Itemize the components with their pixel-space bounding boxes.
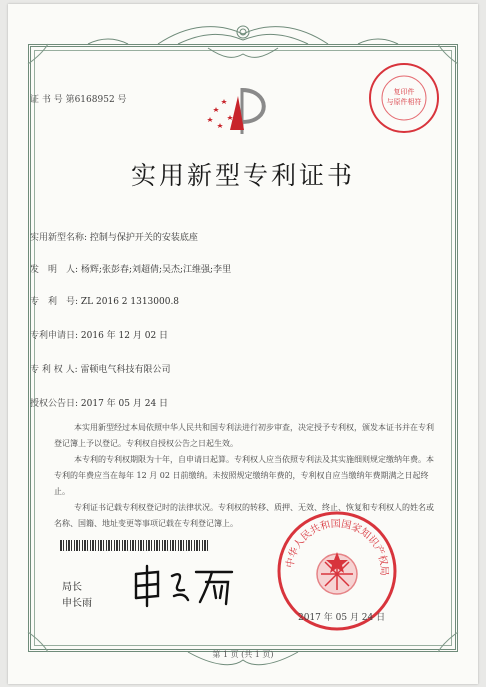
director-signature: [128, 564, 238, 608]
page-footer: 第 1 页 (共 1 页): [212, 650, 274, 659]
barcode-bar: [127, 540, 128, 551]
barcode-bar: [71, 540, 72, 551]
barcode-bar: [167, 540, 168, 551]
certificate-title: 实用新型专利证书: [130, 161, 355, 190]
barcode-bar: [204, 540, 206, 551]
copy-stamp: [366, 60, 442, 136]
barcode-bar: [191, 540, 192, 551]
field-label: 授权公告日:: [30, 399, 79, 409]
barcode-bar: [100, 540, 102, 551]
barcode-bar: [74, 540, 75, 551]
barcode-bar: [114, 540, 115, 551]
patent-office-logo: [200, 82, 280, 142]
body-paragraph-2: 本专利的专利权期限为十年，自申请日起算。专利权人应当依照专利法及其实施细则规定缴纳年费。本专利的年费应当在每年 12 月 02 日前缴纳。未按照规定缴纳年费的，专利权自应当缴纳年费期满之日起终止。: [54, 455, 434, 496]
barcode-bar: [92, 540, 94, 551]
barcode-bar: [156, 540, 158, 551]
barcode-bar: [186, 540, 187, 551]
barcode-bar: [130, 540, 131, 551]
stamp-text-line1: 复印件: [393, 88, 415, 96]
barcode-bar: [196, 540, 198, 551]
certificate-page: [8, 4, 478, 684]
seal-text: 中华人民共和国国家知识产权局: [284, 518, 390, 576]
barcode-bar: [188, 540, 190, 551]
barcode-bar: [132, 540, 134, 551]
body-paragraph-3: 专利证书记载专利权登记时的法律状况。专利权的转移、质押、无效、终止、恢复和专利权人的姓名或名称、国籍、地址变更等事项记载在专利登记簿上。: [54, 503, 434, 528]
barcode-bar: [159, 540, 160, 551]
barcode-bar: [76, 540, 78, 551]
field-utility-name: [30, 230, 198, 243]
field-label: 发 明 人:: [30, 265, 79, 275]
barcode-bar: [178, 540, 179, 551]
barcode-bar: [199, 540, 200, 551]
field-value: ZL 2016 2 1313000.8: [80, 297, 180, 307]
seal-date: 2017 年 05 月 24 日: [298, 613, 386, 623]
director-title: 局长: [62, 582, 82, 593]
field-value: 控制与保护开关的安装底座: [89, 233, 198, 243]
barcode-bar: [143, 540, 144, 551]
director-name: 申长雨: [62, 598, 92, 609]
barcode-bar: [202, 540, 203, 551]
field-patent-number: [30, 294, 179, 307]
barcode-bar: [111, 540, 112, 551]
barcode-bar: [68, 540, 70, 551]
barcode-bar: [119, 540, 120, 551]
barcode-bar: [148, 540, 150, 551]
barcode-bar: [84, 540, 86, 551]
barcode-bar: [194, 540, 195, 551]
barcode-bar: [183, 540, 184, 551]
barcode-bar: [98, 540, 99, 551]
barcode-bar: [154, 540, 155, 551]
barcode-bar: [95, 540, 96, 551]
barcode-bar: [180, 540, 182, 551]
field-inventor: [30, 262, 231, 275]
barcode-bar: [60, 540, 62, 551]
barcode-bar: [122, 540, 123, 551]
barcode-bar: [135, 540, 136, 551]
field-value: 2016 年 12 月 02 日: [80, 331, 169, 341]
barcode-bar: [87, 540, 88, 551]
barcode-bar: [172, 540, 174, 551]
stamp-text-line2: 与原件相符: [386, 98, 422, 106]
field-value: 雷顿电气科技有限公司: [80, 365, 171, 375]
field-announce-date: [30, 396, 168, 409]
barcode-bar: [164, 540, 166, 551]
field-patentee: [30, 362, 171, 375]
barcode-bar: [124, 540, 126, 551]
barcode-bar: [151, 540, 152, 551]
barcode-bar: [79, 540, 80, 551]
barcode-bar: [106, 540, 107, 551]
barcode-bar: [146, 540, 147, 551]
barcode-bar: [162, 540, 163, 551]
field-label: 实用新型名称:: [30, 233, 88, 243]
barcode-bar: [66, 540, 67, 551]
barcode-bar: [207, 540, 208, 551]
barcode-bar: [170, 540, 171, 551]
barcode-bar: [175, 540, 176, 551]
barcode-bar: [63, 540, 64, 551]
barcode-bar: [82, 540, 83, 551]
field-filing-date: [30, 328, 168, 341]
certificate-number: 证 书 号 第6168952 号: [30, 95, 127, 105]
field-label: 专利申请日:: [30, 331, 79, 341]
barcode-bar: [108, 540, 110, 551]
barcode-bar: [138, 540, 139, 551]
field-label: 专 利 号:: [30, 297, 79, 307]
field-label: 专 利 权 人:: [30, 365, 78, 375]
barcode-bar: [140, 540, 142, 551]
body-paragraph-1: 本实用新型经过本局依照中华人民共和国专利法进行初步审查，决定授予专利权，颁发本证书并在专利登记簿上予以登记。专利权自授权公告之日起生效。: [54, 423, 434, 448]
barcode-bar: [103, 540, 104, 551]
field-value: 2017 年 05 月 24 日: [80, 399, 169, 409]
field-value: 杨辉;张彭春;刘超倩;吴杰;江维强;李里: [80, 265, 232, 275]
barcode-bar: [116, 540, 118, 551]
barcode: [60, 540, 210, 551]
barcode-bar: [90, 540, 91, 551]
